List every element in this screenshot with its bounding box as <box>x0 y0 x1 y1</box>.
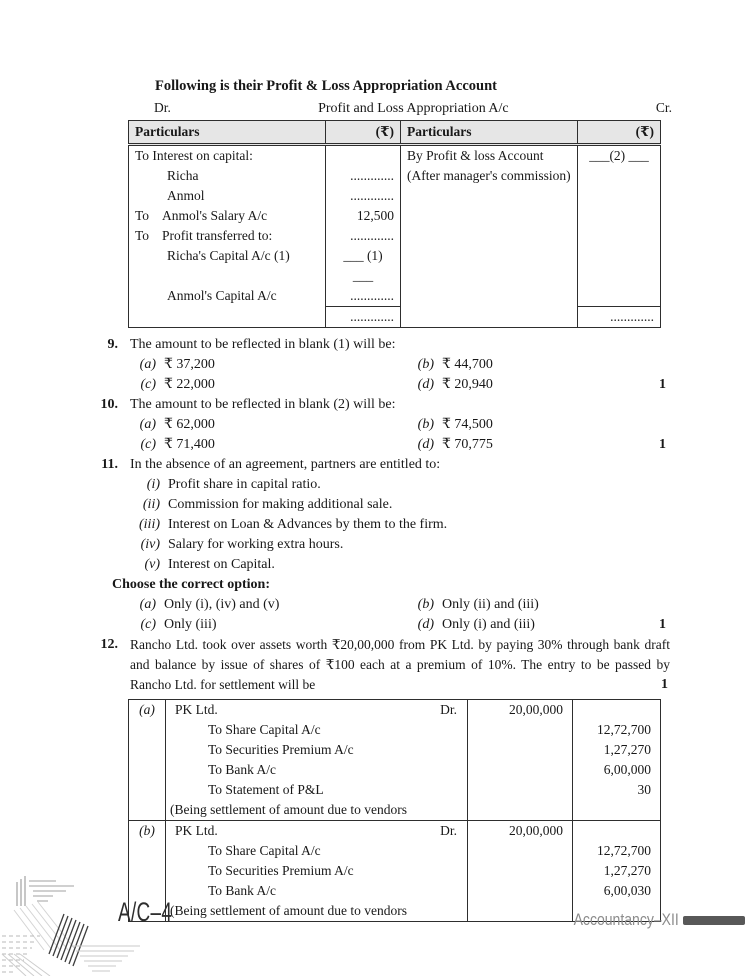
journal-credit-amount: 6,00,030 <box>573 881 661 901</box>
question-9 <box>88 335 672 395</box>
marks-badge: 1 <box>659 437 666 452</box>
book-label: Accountancy–XII <box>573 911 679 929</box>
option-c: (c) Only (iii) <box>140 617 217 632</box>
question-text: The amount to be reflected in blank (1) will be: <box>130 337 396 352</box>
option-d: (d) Only (i) and (iii) <box>417 617 535 632</box>
journal-particulars: To Securities Premium A/c <box>166 861 468 881</box>
journal-credit-amount: 1,27,270 <box>573 861 661 881</box>
journal-credit-amount: 6,00,000 <box>573 760 661 780</box>
journal-row <box>129 821 661 842</box>
list-item: (v) Interest on Capital. <box>144 557 275 572</box>
pl-row: To Interest on capital: By Profit & loss Account ___(2) ___ <box>129 145 661 167</box>
dr-label: Dr. <box>154 100 171 115</box>
pl-header-amount-left: (₹) <box>326 121 401 145</box>
pl-row: To Profit transferred to: ............. <box>129 226 661 246</box>
journal-row <box>129 800 661 821</box>
pl-header-particulars-right: Particulars <box>401 121 578 145</box>
footer-bar <box>683 916 745 925</box>
option-d: (d) ₹ 70,775 <box>417 437 493 452</box>
option-b: (b) ₹ 44,700 <box>417 357 493 372</box>
option-a: (a) ₹ 37,200 <box>139 357 215 372</box>
question-number: 12. <box>100 637 118 652</box>
pl-header-row <box>129 121 661 145</box>
question-12 <box>88 635 672 695</box>
journal-debit-amount: 20,00,000 <box>468 700 573 721</box>
option-d: (d) ₹ 20,940 <box>417 377 493 392</box>
question-number: 11. <box>101 457 118 472</box>
journal-narration: (Being settlement of amount due to vendors <box>166 901 468 922</box>
list-item: (i) Profit share in capital ratio. <box>146 477 321 492</box>
journal-credit-amount: 30 <box>573 780 661 800</box>
journal-particulars: To Securities Premium A/c <box>166 740 468 760</box>
journal-credit-amount: 12,72,700 <box>573 841 661 861</box>
pl-appropriation-table <box>128 120 661 328</box>
journal-particulars: PK Ltd. Dr. <box>166 821 468 842</box>
choose-option-label: Choose the correct option: <box>112 577 270 592</box>
journal-particulars: PK Ltd. Dr. <box>166 700 468 721</box>
question-10 <box>88 395 672 455</box>
journal-row <box>129 720 661 740</box>
pl-row: Richa's Capital A/c (1) ___ (1) ___ <box>129 246 661 286</box>
question-number: 10. <box>100 397 118 412</box>
pl-row: To Anmol's Salary A/c 12,500 <box>129 206 661 226</box>
journal-particulars: To Bank A/c <box>166 881 468 901</box>
journal-credit-amount: 1,27,270 <box>573 740 661 760</box>
question-text: The amount to be reflected in blank (2) will be: <box>130 397 396 412</box>
journal-entry-label: (b) <box>129 821 166 922</box>
question-11 <box>88 455 672 635</box>
pl-row: Anmol ............. <box>129 186 661 206</box>
option-c: (c) ₹ 71,400 <box>140 437 215 452</box>
journal-row <box>129 760 661 780</box>
journal-particulars: To Bank A/c <box>166 760 468 780</box>
journal-credit-amount: 12,72,700 <box>573 720 661 740</box>
cr-label: Cr. <box>655 100 672 115</box>
journal-row <box>129 700 661 721</box>
question-number: 9. <box>107 337 118 352</box>
option-b: (b) Only (ii) and (iii) <box>417 597 539 612</box>
account-name: Profit and Loss Appropriation A/c <box>318 101 509 116</box>
marks-badge: 1 <box>661 677 668 692</box>
list-item: (iv) Salary for working extra hours. <box>140 537 344 552</box>
footer-book-label <box>555 911 745 930</box>
option-a: (a) ₹ 62,000 <box>139 417 215 432</box>
option-a: (a) Only (i), (iv) and (v) <box>139 597 280 612</box>
page-title: Following is their Profit & Loss Appropriation Account <box>155 78 497 94</box>
option-c: (c) ₹ 22,000 <box>140 377 215 392</box>
pl-header-amount-right: (₹) <box>578 121 661 145</box>
list-item: (ii) Commission for making additional sale. <box>142 497 393 512</box>
question-text: Rancho Ltd. took over assets worth ₹20,00,000 from PK Ltd. by paying 30% through bank draft and balance by issue of shares of ₹100 each at a premium of 10%. The entry to be passed by Rancho Ltd. for settlement will be 1 <box>130 635 672 695</box>
journal-narration: (Being settlement of amount due to vendors <box>166 800 468 821</box>
pl-row: Richa ............. (After manager's commission) <box>129 166 661 186</box>
list-item: (iii) Interest on Loan & Advances by them to the firm. <box>139 517 448 532</box>
journal-particulars: To Statement of P&L <box>166 780 468 800</box>
journal-particulars: To Share Capital A/c <box>166 720 468 740</box>
journal-particulars: To Share Capital A/c <box>166 841 468 861</box>
pl-total-row: ............. ............. <box>129 307 661 328</box>
marks-badge: 1 <box>659 617 666 632</box>
pl-row: Anmol's Capital A/c ............. <box>129 286 661 307</box>
journal-debit-amount: 20,00,000 <box>468 821 573 842</box>
option-b: (b) ₹ 74,500 <box>417 417 493 432</box>
journal-row <box>129 780 661 800</box>
page-code: A/C–4 <box>118 897 173 927</box>
marks-badge: 1 <box>659 377 666 392</box>
question-text: In the absence of an agreement, partners are entitled to: <box>130 457 441 472</box>
questions-section <box>88 335 672 695</box>
journal-row <box>129 740 661 760</box>
journal-entry-label: (a) <box>129 700 166 821</box>
pl-header-particulars-left: Particulars <box>129 121 326 145</box>
account-header <box>128 99 672 118</box>
